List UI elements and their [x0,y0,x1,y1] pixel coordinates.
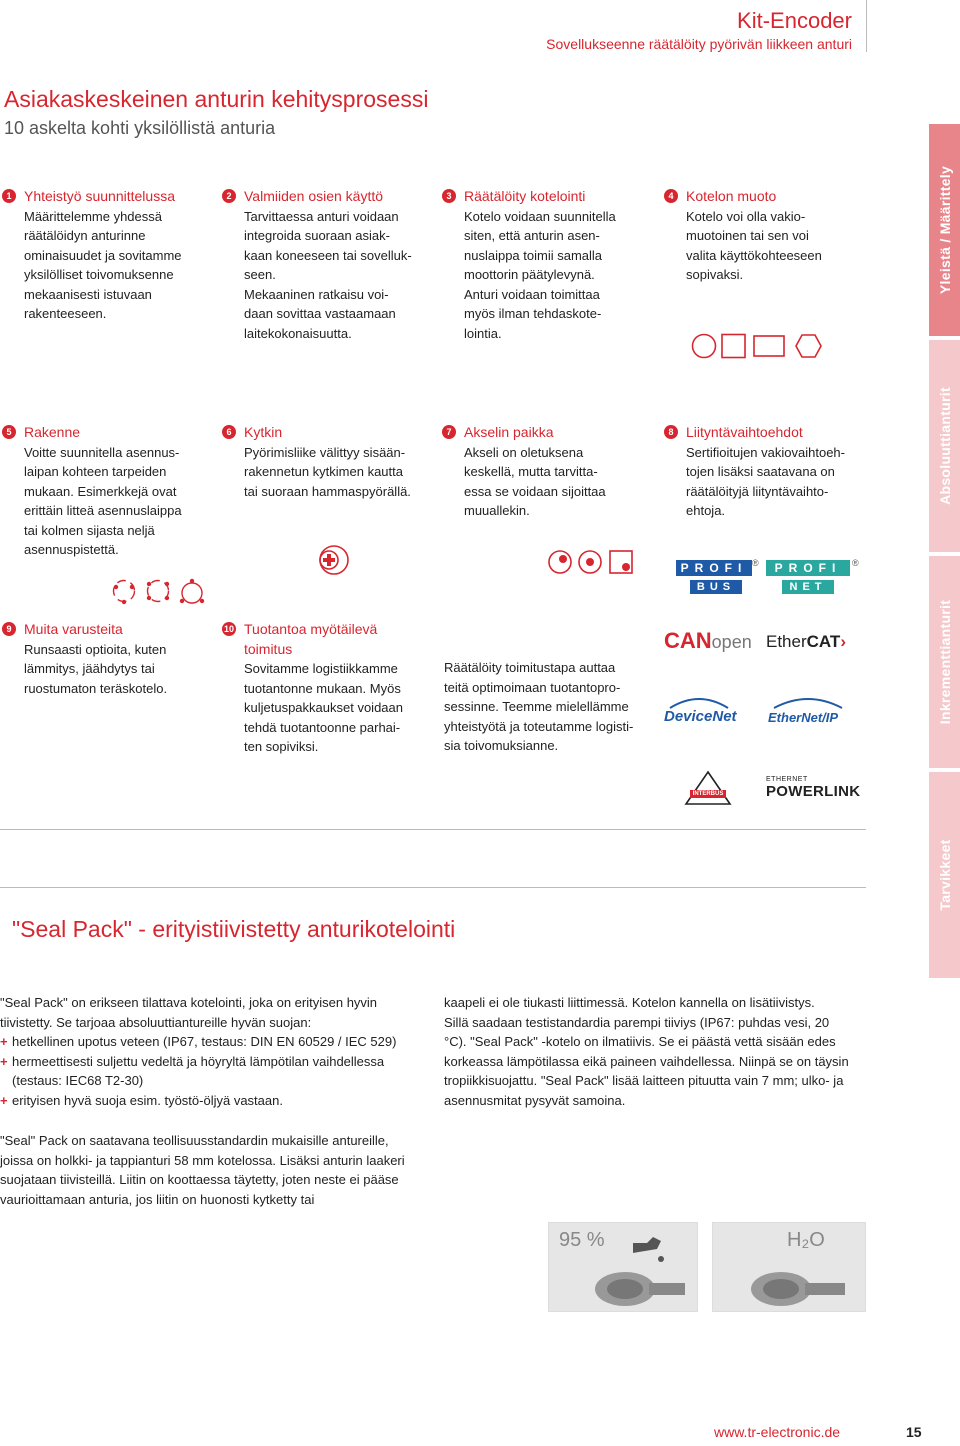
ethercat-cat: CAT [806,632,841,651]
footer-url[interactable]: www.tr-electronic.de [714,1424,841,1440]
text-line: korkeassa lämpötilassa eikä paineen vaihdellessa. Niinpä se on täysin [444,1053,849,1069]
step-block [24,423,224,560]
page-subtitle: 10 askelta kohti yksilöllistä anturia [4,118,276,138]
step-text-line: Mekaaninen ratkaisu voi- [244,286,389,302]
text-line: suojataan tiivisteillä. Liitin on koottaessa täytetty, joten neste ei pääse [0,1172,399,1187]
bullet-text: erityisen hyvä suoja esim. työstö-öljyä vastaan. [12,1092,283,1108]
divider [0,887,866,888]
step-text-line: kaan koneeseen tai sovelluk- [244,247,412,263]
step-block [24,620,224,698]
product-name: Kit-Encoder [737,8,852,33]
step-text-line: laipan kohteen tarpeiden [24,464,167,479]
page-number: 15 [906,1424,922,1440]
humidity-label: 95 % [559,1229,605,1251]
profibus-logo [676,560,752,598]
step-block [24,187,224,324]
coupling-icon [314,544,354,576]
step-text-line: Sertifioitujen vakiovaihtoeh- [686,444,845,460]
step-block [686,187,886,285]
step-title: Rakenne [24,424,81,440]
powerlink-ethernet: ETHERNET [766,776,808,783]
step-text-line: kuljetuspakkaukset voidaan [244,700,403,715]
step-text-line: Sovitamme logistiikkamme [244,661,398,676]
step-number-badge: 10 [223,624,234,634]
encoder-water-icon [713,1223,867,1313]
step-text-line: sopivaksi. [686,267,744,282]
text-line: tiivistetty. Se tarjoaa absoluuttiantureille hyvän suojan: [0,1014,312,1030]
step-title: Akselin paikka [464,424,554,440]
product-subtitle: Sovellukseenne räätälöity pyörivän liikkeen anturi [546,36,852,52]
step10-extra-text [444,658,664,756]
ethercat-logo: EtherCAT› [766,632,846,651]
step-text-line: valita käyttökohteeseen [686,247,822,263]
step-text-line: tai kolmen sijasta neljä [24,522,155,538]
step-text-line: tehdä tuotantoonne parhai- [244,719,401,735]
tab-general[interactable] [929,124,960,336]
step-number-badge: 8 [664,425,678,439]
text-line: Sillä saadaan testistandardia parempi tiiviys (IP67: puhdas vesi, 20 [444,1014,830,1030]
step-text-line: mukaan. Esimerkkejä ovat [24,483,177,499]
text-line: asennusmitat pysyvät samoina. [444,1092,626,1108]
plus-icon: + [0,1092,8,1108]
page-title: Asiakaskeskeinen anturin kehitysprosessi [4,86,429,112]
water-label: H₂O [787,1229,825,1251]
step-text-line: laitekokonaisuutta. [244,325,352,341]
step-text-line: lämmitys, jäähdytys tai [24,661,155,676]
tab-accessories[interactable] [929,772,960,978]
text-line: teitä optimoimaan tuotantopro- [444,679,621,695]
interbus-triangle-icon [684,770,732,806]
bullet-text: hermeettisesti suljettu vedeltä ja höyryltä lämpötilan vaihdellessa [12,1053,385,1069]
step-text-line: Kotelo voidaan suunnitella [464,208,616,224]
step-text-line: rakenteeseen. [24,306,107,321]
encoder-oil-icon [549,1223,699,1313]
text-line: Räätälöity toimitustapa auttaa [444,660,616,675]
text-line: "Seal" Pack on saatavana teollisuusstandardin mukaisille antureille, [0,1133,389,1148]
step-text-line: myös ilman tehdaskote- [464,306,602,321]
flange-variants-icon [110,576,206,606]
divider [0,829,866,830]
step-text-line: Anturi voidaan toimittaa [464,286,600,302]
plus-icon: + [0,1034,8,1049]
step-title: Liityntävaihtoehdot [686,424,803,440]
powerlink-logo [766,776,860,800]
header-divider [866,0,867,52]
step-text-line: lointia. [464,325,502,341]
step-text-line: seen. [244,267,276,282]
bullet-text: (testaus: IEC68 T2-30) [12,1073,144,1088]
ethercat-ether: Ether [766,632,807,651]
step-block [464,423,664,521]
text-line: kaapeli ei ole tiukasti liittimessä. Kotelon kannella on lisätiivistys. [444,995,815,1010]
devicenet-label: DeviceNet [664,708,737,725]
tab-label: Absoluuttianturit [936,387,953,505]
step-block [464,187,664,343]
interbus-label: INTERBUS [690,790,726,798]
text-line: sia toivomuksianne. [444,738,559,753]
registered-mark: ® [752,558,759,568]
step-text-line: asennuspistettä. [24,542,119,557]
step-text-line: ehtoja. [686,503,726,518]
step-text-line: räätälöityjä liityntävaihto- [686,483,829,499]
tab-incremental-encoders[interactable] [929,556,960,768]
step-text-line: erittäin litteä asennuslaippa [24,503,182,518]
step-text-line: Kotelo voi olla vakio- [686,208,806,224]
canopen-logo [664,628,752,654]
tab-absolute-encoders[interactable] [929,340,960,552]
step-title: Tuotantoa myötäilevä [244,621,378,637]
profibus-top: PROFI [676,560,752,576]
step-text-line: räätälöidyn anturinne [24,228,146,243]
tab-label: Tarvikkeet [936,839,953,911]
step-title: Yhteistyö suunnittelussa [24,188,175,204]
bullet-item [0,1052,420,1072]
text-line: tropiikkisuojattu. "Seal Pack" lisää laitteen pituutta vain 7 mm; ulko- ja [444,1073,844,1088]
step-title: Muita varusteita [24,621,123,637]
profinet-logo [766,560,850,598]
step-text-line: muuallekin. [464,503,530,518]
step-block [686,423,886,521]
step-title: toimitus [244,640,293,657]
step-text-line: keskellä, mutta tarvitta- [464,464,598,479]
seal-col1 [0,993,420,1110]
step-number-badge: 2 [222,189,236,203]
step-text-line: ten sopiviksi. [244,739,319,754]
profinet-bottom: NET [782,580,834,594]
tab-label: Inkrementtianturit [936,599,953,725]
step-text-line: siten, että anturin asen- [464,228,600,243]
step-text-line: Pyörimisliike välittyy sisään- [244,444,406,460]
step-text-line: moottorin päätylevynä. [464,267,595,282]
step-number-badge: 6 [222,425,236,439]
text-line: joissa on holkki- ja tappianturi 58 mm kotelossa. Lisäksi anturin laakeri [0,1152,405,1168]
step-text-line: Tarvittaessa anturi voidaan [244,208,399,224]
step-number-badge: 4 [664,189,678,203]
plus-icon: + [0,1053,8,1069]
tab-label: Yleistä / Määrittely [936,165,953,295]
step-text-line: Voitte suunnitella asennus- [24,444,180,460]
step-title: Valmiiden osien käyttö [244,188,384,204]
housing-shapes-icon [688,330,834,362]
step-block [244,187,444,343]
section-tabs [929,0,960,1446]
step-text-line: tojen lisäksi saatavana on [686,464,835,479]
step-text-line: Runsaasti optioita, kuten [24,641,167,657]
text-line: sessinne. Teemme mielellämme [444,699,629,714]
step-text-line: essa se voidaan sijoittaa [464,483,606,499]
text-line: vaurioittamaan anturia, jos liitin on huonosti kytketty tai [0,1191,315,1207]
devicenet-logo [664,694,737,730]
step-text-line: ominaisuudet ja sovitamme [24,247,182,263]
step-text-line: integroida suoraan asiak- [244,228,390,243]
step-text-line: ruostumaton teräskotelo. [24,680,168,696]
seal-col2 [444,993,884,1110]
step-block [244,423,444,501]
water-photo [712,1222,866,1312]
bullet-item [0,1091,420,1111]
step-text-line: yksilölliset toivomuksenne [24,267,174,282]
step-text-line: tuotantonne mukaan. Myös [244,680,401,696]
bullet-text: hetkellinen upotus veteen (IP67, testaus: DIN EN 60529 / IEC 529) [12,1034,397,1049]
step-text-line: daan sovittaa vastaamaan [244,306,396,321]
step-text-line: Määrittelemme yhdessä [24,208,162,224]
step-number-badge: 1 [2,189,16,203]
step-title: Kytkin [244,424,283,440]
profinet-top: PROFI [766,560,850,576]
step-text-line: rakennetun kytkimen kautta [244,464,403,479]
text-line: yhteistyötä ja toteutamme logisti- [444,718,634,734]
text-line: °C). "Seal Pack" -kotelo on ilmatiivis. Se ei päästä vettä sisään edes [444,1034,836,1049]
shaft-position-icon [546,548,638,576]
ethernetip-label: EtherNet/IP [768,710,839,725]
step-number-badge: 5 [2,425,16,439]
step-text-line: tai suoraan hammaspyörällä. [244,483,411,499]
powerlink-label: POWERLINK [766,783,861,800]
bullet-item [0,1071,420,1091]
step-text-line: muotoinen tai sen voi [686,228,809,243]
ethernetip-logo [766,694,850,730]
seal-pack-title: "Seal Pack" - erityistiivistetty anturikotelointi [12,916,456,942]
humidity-photo [548,1222,698,1312]
registered-mark: ® [852,558,859,568]
seal-col1-para2 [0,1131,430,1209]
bullet-item [0,1032,420,1052]
step-title: Kotelon muoto [686,188,777,204]
profibus-bottom: BUS [690,580,742,594]
text-line: "Seal Pack" on erikseen tilattava kotelointi, joka on erityisen hyvin [0,995,378,1010]
step-text-line: nuslaippa toimii samalla [464,247,603,263]
step-number-badge: 7 [442,425,456,439]
canopen-open: open [711,632,752,652]
interbus-logo [684,770,732,806]
step-title: Räätälöity kotelointi [464,188,586,204]
step-number-badge: 3 [442,189,456,203]
step-text-line: mekaanisesti istuvaan [24,286,152,302]
step-block [244,620,444,757]
step-text-line: Akseli on oletuksena [464,444,584,460]
step-number-badge: 9 [2,622,16,636]
canopen-can: CAN [664,628,712,653]
